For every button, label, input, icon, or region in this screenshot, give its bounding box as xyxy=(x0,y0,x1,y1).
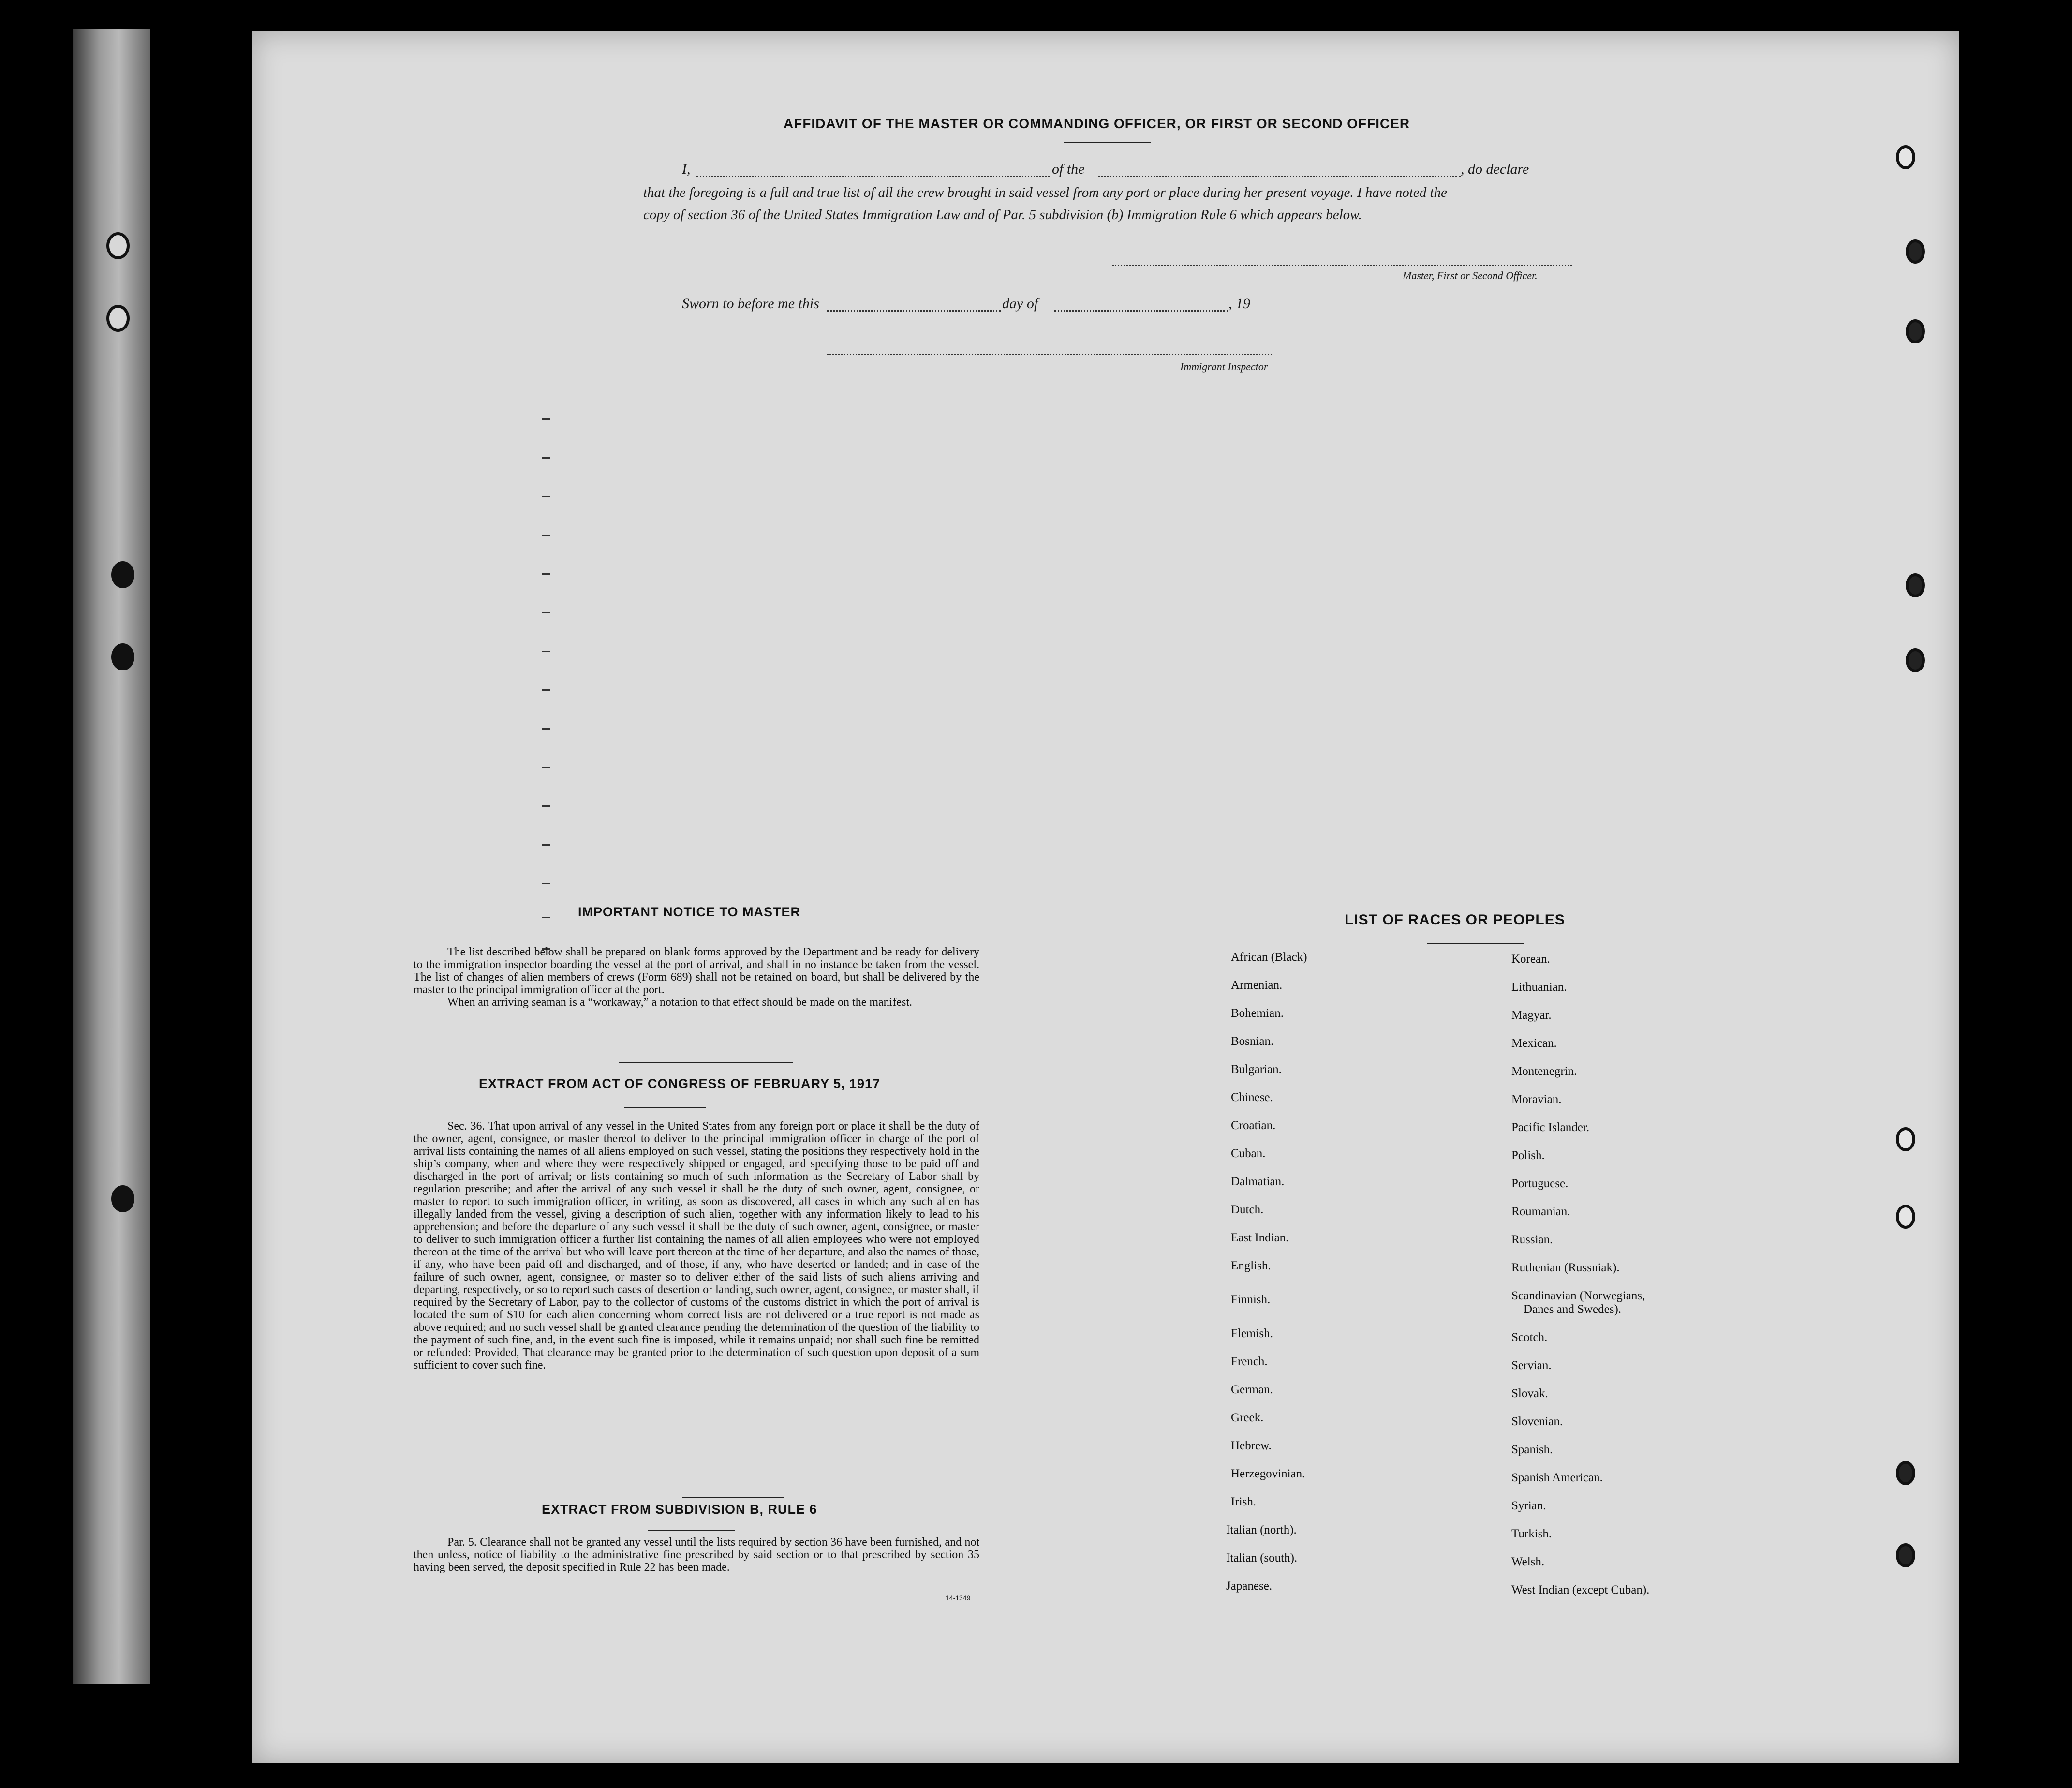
vessel-field-line xyxy=(1098,176,1461,177)
notice-para-2: When an arriving seaman is a “workaway,” a notation to that effect should be made on the manifest. xyxy=(447,996,912,1009)
race-item: African (Black) xyxy=(1231,951,1307,964)
race-item: English. xyxy=(1231,1259,1271,1272)
rule-title-underline xyxy=(648,1530,735,1531)
punch-hole xyxy=(1896,1461,1915,1485)
row-dash xyxy=(542,689,550,691)
race-item: Korean. xyxy=(1511,953,1550,966)
punch-hole xyxy=(1906,573,1925,597)
races-title: LIST OF RACES OR PEOPLES xyxy=(1345,912,1565,928)
race-item: Welsh. xyxy=(1511,1555,1545,1568)
race-item: Magyar. xyxy=(1511,1009,1552,1022)
race-item: Greek. xyxy=(1231,1411,1264,1424)
row-dash xyxy=(542,728,550,730)
affidavit-line3: copy of section 36 of the United States Immigration Law and of Par. 5 subdivision (b) Immigration Rule 6 which appears below. xyxy=(643,207,1362,223)
section-divider xyxy=(619,1062,793,1063)
race-item: Slovak. xyxy=(1511,1387,1548,1400)
race-item: Moravian. xyxy=(1511,1093,1562,1106)
rule-title: EXTRACT FROM SUBDIVISION B, RULE 6 xyxy=(542,1502,817,1517)
punch-hole xyxy=(1906,648,1925,672)
race-item: Montenegrin. xyxy=(1511,1065,1577,1078)
row-dash xyxy=(542,535,550,536)
sworn-day-of: day of xyxy=(1002,296,1038,312)
race-item: West Indian (except Cuban). xyxy=(1511,1583,1650,1596)
race-item: Italian (south). xyxy=(1226,1551,1298,1564)
master-signature-line xyxy=(1112,265,1572,266)
race-item: Ruthenian (Russniak). xyxy=(1511,1261,1620,1274)
race-item: Bohemian. xyxy=(1231,1007,1284,1020)
row-dash xyxy=(542,496,550,497)
punch-hole xyxy=(1896,1543,1915,1567)
race-item: Finnish. xyxy=(1231,1293,1271,1306)
punch-hole xyxy=(1906,319,1925,343)
race-item: Bulgarian. xyxy=(1231,1063,1282,1076)
name-field-line xyxy=(696,176,1050,177)
master-signature-label: Master, First or Second Officer. xyxy=(1403,269,1538,282)
binding-hole xyxy=(111,643,134,670)
row-dash xyxy=(542,418,550,420)
race-item: Scotch. xyxy=(1511,1331,1548,1344)
row-dash xyxy=(542,573,550,575)
affidavit-of-the: of the xyxy=(1052,161,1085,177)
notice-title: IMPORTANT NOTICE TO MASTER xyxy=(578,905,800,919)
race-item: Syrian. xyxy=(1511,1499,1546,1512)
race-item: Portuguese. xyxy=(1511,1177,1569,1190)
act-title-underline xyxy=(624,1107,706,1108)
sworn-day-line xyxy=(827,310,1001,312)
punch-hole xyxy=(1896,145,1915,169)
race-item: East Indian. xyxy=(1231,1231,1289,1244)
binding-hole xyxy=(111,1185,134,1212)
sworn-month-line xyxy=(1054,310,1228,312)
race-item: Spanish. xyxy=(1511,1443,1553,1456)
race-item: Russian. xyxy=(1511,1233,1553,1246)
affidavit-i: I, xyxy=(682,161,691,177)
race-item: Chinese. xyxy=(1231,1091,1273,1104)
race-item: French. xyxy=(1231,1355,1268,1368)
race-item: Hebrew. xyxy=(1231,1439,1272,1452)
race-item: Dutch. xyxy=(1231,1203,1264,1216)
race-item: Herzegovinian. xyxy=(1231,1467,1305,1480)
races-title-underline xyxy=(1427,943,1524,944)
punch-hole xyxy=(1906,239,1925,264)
section-divider xyxy=(682,1497,784,1498)
act-text: Sec. 36. That upon arrival of any vessel in the United States from any foreign port or place it shall be the duty of the owner, agent, consignee, or master thereof to deliver to the principal immigration officer in charge of the port of arrival lists containing the names of all aliens employed on such vessel, stating the positions they respectively hold in the ship’s company, when and where they were respectively shipped or engaged, and specifying those to be paid off and discharged in the port of arrival; or lists containing so much of such information as the Secretary of Labor shall by regulation prescribe; and after the arrival of any such vessel it shall be the duty of such owner, agent, consignee, or master to report to such immigration officer, in writing, as soon as discovered, all cases in which any such alien has illegally landed from the vessel, giving a description of such alien, together with any information likely to lead to his apprehension; and before the departure of any such vessel it shall be the duty of such owner, agent, consignee, or master to deliver to such immigration officer a further list containing the names of all alien employees who were not employed thereon at the time of the arrival but who will leave port thereon at the time of her departure, and also the names of those, if any, who have been paid off and discharged, and of those, if any, who have deserted or landed; and in case of the failure of such owner, agent, consignee, or master so to deliver either of the said lists of such aliens arriving and departing, respectively, or so to report such cases of desertion or landing, such owner, agent, consignee, or master shall, if required by the Secretary of Labor, pay to the collector of customs of the customs district in which the port of arrival is located the sum of $10 for each alien concerning whom correct lists are not delivered or a true report is not made as above required; and no such vessel shall be granted clearance pending the determination of the question of the liability to the payment of such fine, and, in the event such fine is imposed, while it remains unpaid; nor shall such fine be remitted or refunded: Provided, That clearance may be granted prior to the determination of such question upon deposit of a sum sufficient to cover such fine. xyxy=(414,1120,979,1371)
race-item: Italian (north). xyxy=(1226,1523,1297,1536)
race-item: Slovenian. xyxy=(1511,1415,1563,1428)
binding-hole xyxy=(106,232,130,259)
binding-hole xyxy=(111,561,134,588)
race-item: Servian. xyxy=(1511,1359,1552,1372)
row-dash xyxy=(542,883,550,884)
row-dash xyxy=(542,844,550,846)
affidavit-declare: , do declare xyxy=(1461,161,1529,177)
row-dash xyxy=(542,457,550,459)
row-dash xyxy=(542,612,550,613)
affidavit-line2: that the foregoing is a full and true list of all the crew brought in said vessel from any port or place during her present voyage. I have noted the xyxy=(643,185,1447,200)
title-underline xyxy=(1064,142,1151,143)
notice-body xyxy=(414,946,979,1009)
race-item: Danes and Swedes). xyxy=(1524,1303,1622,1316)
race-item: Armenian. xyxy=(1231,979,1283,992)
binding-strip xyxy=(73,29,150,1684)
notice-para-1: The list described below shall be prepared on blank forms approved by the Department and be ready for delivery to the immigration inspector boarding the vessel at the port of arrival, and shall in no instance be taken from the vessel. The list of changes of alien members of crews (Form 689) shall not be retained on board, but shall be delivered by the master to the principal immigration officer at the port. xyxy=(414,946,979,996)
race-item: Bosnian. xyxy=(1231,1035,1274,1048)
act-body xyxy=(414,1120,979,1371)
form-page xyxy=(252,31,1959,1763)
race-item: Croatian. xyxy=(1231,1119,1276,1132)
race-item: Polish. xyxy=(1511,1149,1545,1162)
race-item: Dalmatian. xyxy=(1231,1175,1285,1188)
affidavit-title: AFFIDAVIT OF THE MASTER OR COMMANDING OFFICER, OR FIRST OR SECOND OFFICER xyxy=(784,116,1410,131)
punch-hole xyxy=(1896,1127,1915,1151)
row-dash xyxy=(542,651,550,652)
rule-body xyxy=(414,1536,979,1574)
binding-hole xyxy=(106,305,130,332)
row-dash xyxy=(542,917,550,918)
race-item: Scandinavian (Norwegians, xyxy=(1511,1289,1645,1302)
inspector-signature-line xyxy=(827,354,1272,355)
act-title: EXTRACT FROM ACT OF CONGRESS OF FEBRUARY 5, 1917 xyxy=(479,1076,881,1091)
inspector-label: Immigrant Inspector xyxy=(1180,360,1268,372)
form-number: 14-1349 xyxy=(946,1594,971,1602)
row-dash xyxy=(542,805,550,807)
race-item: Spanish American. xyxy=(1511,1471,1603,1484)
sworn-year: , 19 xyxy=(1228,296,1250,312)
race-item: Irish. xyxy=(1231,1495,1257,1508)
race-item: Japanese. xyxy=(1226,1579,1273,1593)
sworn-prefix: Sworn to before me this xyxy=(682,296,819,312)
race-item: Turkish. xyxy=(1511,1527,1552,1540)
row-dash xyxy=(542,767,550,768)
race-item: Pacific Islander. xyxy=(1511,1121,1590,1134)
race-item: Flemish. xyxy=(1231,1327,1273,1340)
race-item: Roumanian. xyxy=(1511,1205,1570,1218)
race-item: German. xyxy=(1231,1383,1273,1396)
race-item: Lithuanian. xyxy=(1511,981,1567,994)
rule-text: Par. 5. Clearance shall not be granted any vessel until the lists required by section 36 have been furnished, and not then unless, notice of liability to the administrative fine prescribed by said section or to that prescribed by section 35 having been served, the deposit specified in Rule 22 has been made. xyxy=(414,1536,979,1574)
race-item: Cuban. xyxy=(1231,1147,1266,1160)
punch-hole xyxy=(1896,1205,1915,1229)
race-item: Mexican. xyxy=(1511,1037,1557,1050)
